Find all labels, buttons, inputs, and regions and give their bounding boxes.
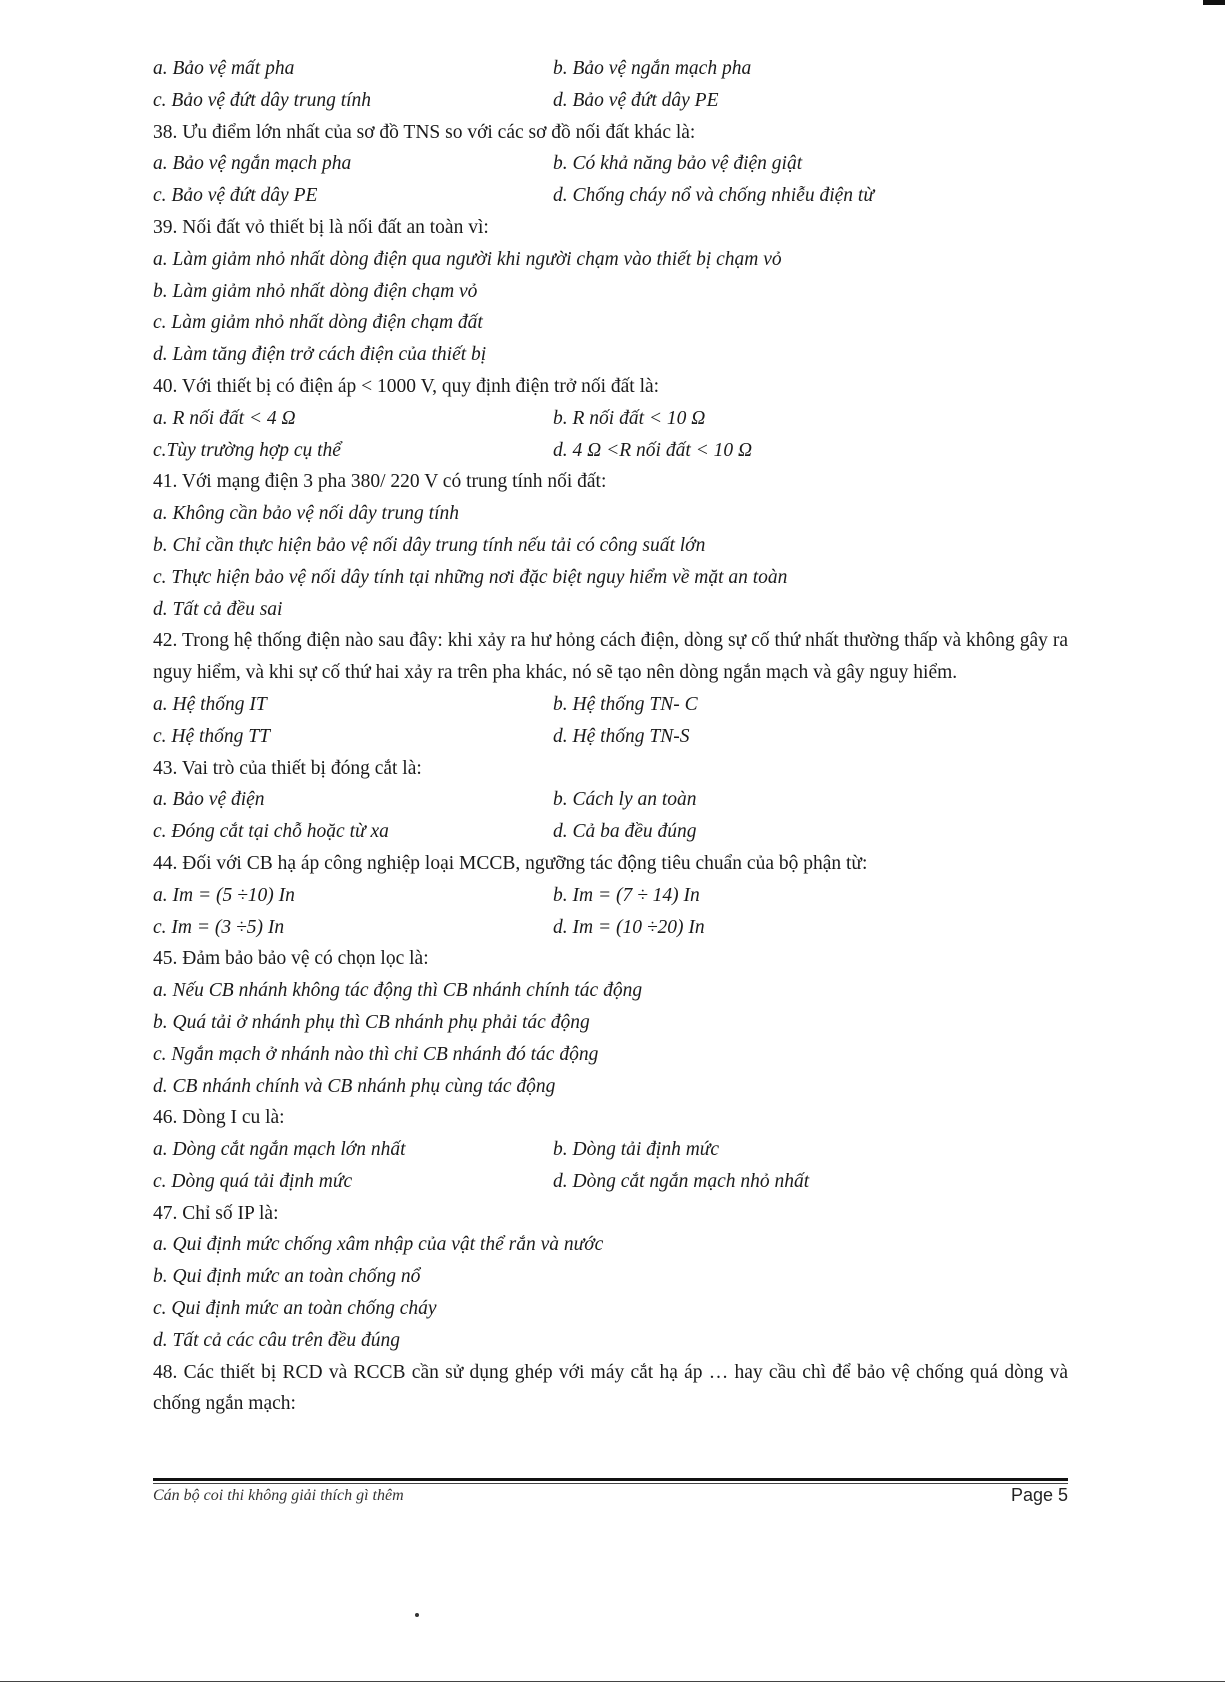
option-right: d. Hệ thống TN-S: [553, 725, 690, 747]
option-row: [153, 816, 1068, 848]
question-stem: 47. Chỉ số IP là:: [153, 1202, 279, 1224]
footer-rule-thin: [153, 1483, 1068, 1484]
option-line: b. Làm giảm nhỏ nhất dòng điện chạm vỏ: [153, 280, 478, 302]
option-line: c. Thực hiện bảo vệ nối dây tính tại những nơi đặc biệt nguy hiểm về mặt an toàn: [153, 566, 788, 588]
option-line: d. Tất cả các câu trên đều đúng: [153, 1329, 400, 1351]
option-row: [153, 784, 1068, 816]
question-stem: 39. Nối đất vỏ thiết bị là nối đất an toàn vì:: [153, 216, 489, 238]
page-number: Page 5: [1010, 1485, 1068, 1505]
option-line: d. CB nhánh chính và CB nhánh phụ cùng tác động: [153, 1075, 556, 1097]
option-row: [153, 180, 1068, 212]
question-stem: 40. Với thiết bị có điện áp < 1000 V, quy định điện trở nối đất là:: [153, 375, 660, 397]
question-42: 42. Trong hệ thống điện nào sau đây: khi xảy ra hư hỏng cách điện, dòng sự cố thứ nhất thường thấp và không gây ra nguy hiểm, và khi sự cố thứ hai xảy ra trên pha khác, nó sẽ tạo nên dòng ngắn mạch và gây nguy hiểm.: [153, 630, 1068, 684]
option-right: d. Bảo vệ đứt dây PE: [553, 89, 719, 111]
option-left: a. Hệ thống IT: [153, 693, 267, 715]
option-line: d. Tất cả đều sai: [153, 598, 283, 620]
option-line: b. Quá tải ở nhánh phụ thì CB nhánh phụ phải tác động: [153, 1011, 590, 1033]
option-row: [153, 403, 1068, 435]
option-row: [153, 689, 1068, 721]
option-right: d. 4 Ω <R nối đất < 10 Ω: [553, 439, 753, 461]
option-right: b. Có khả năng bảo vệ điện giật: [553, 153, 803, 175]
option-left: a. Bảo vệ điện: [153, 789, 265, 811]
scan-speck: [415, 1613, 419, 1617]
question-stem: 46. Dòng I cu là:: [153, 1107, 285, 1129]
option-right: d. Cả ba đều đúng: [553, 821, 697, 843]
question-stem: 45. Đảm bảo bảo vệ có chọn lọc là:: [153, 948, 429, 970]
option-row: [153, 880, 1068, 912]
option-row: [153, 1166, 1068, 1198]
question-48: 48. Các thiết bị RCD và RCCB cần sử dụng ghép với máy cắt hạ áp … hay cầu chì để bảo vệ chống quá dòng và chống ngắn mạch:: [153, 1361, 1068, 1415]
option-line: a. Nếu CB nhánh không tác động thì CB nhánh chính tác động: [153, 980, 643, 1002]
option-row: [153, 148, 1068, 180]
option-row: [153, 435, 1068, 467]
option-right: d. Im = (10 ÷20) In: [553, 916, 705, 938]
option-left: c. Bảo vệ đứt dây trung tính: [153, 89, 372, 111]
option-left: c. Hệ thống TT: [153, 725, 270, 747]
exam-page-body: [153, 53, 1068, 1420]
option-line: c. Làm giảm nhỏ nhất dòng điện chạm đất: [153, 312, 483, 334]
option-line: b. Chỉ cần thực hiện bảo vệ nối dây trung tính nếu tải có công suất lớn: [153, 534, 706, 556]
option-right: b. R nối đất < 10 Ω: [553, 407, 706, 429]
option-row: [153, 53, 1068, 85]
footer-note: Cán bộ coi thi không giải thích gì thêm: [153, 1487, 404, 1504]
option-right: b. Hệ thống TN- C: [553, 693, 698, 715]
question-block-42-43: [153, 689, 1068, 848]
question-stem: 43. Vai trò của thiết bị đóng cắt là:: [153, 757, 422, 779]
scan-bottom-edge: [0, 1681, 1225, 1682]
option-left: c.Tùy trường hợp cụ thể: [153, 439, 341, 461]
option-right: b. Bảo vệ ngắn mạch pha: [553, 58, 752, 79]
option-row: [153, 1134, 1068, 1166]
option-row: [153, 912, 1068, 944]
question-stem: 38. Ưu điểm lớn nhất của sơ đồ TNS so với các sơ đồ nối đất khác là:: [153, 121, 696, 143]
option-left: a. Im = (5 ÷10) In: [153, 884, 295, 906]
question-44: 44. Đối với CB hạ áp công nghiệp loại MCCB, ngưỡng tác động tiêu chuẩn của bộ phận từ:: [153, 852, 868, 874]
option-row: [153, 85, 1068, 117]
option-line: c. Qui định mức an toàn chống cháy: [153, 1298, 437, 1320]
question-block-44-47: [153, 880, 1068, 1357]
option-left: a. Dòng cắt ngắn mạch lớn nhất: [153, 1139, 406, 1161]
option-right: b. Im = (7 ÷ 14) In: [553, 884, 700, 906]
option-row: [153, 721, 1068, 753]
option-line: c. Ngắn mạch ở nhánh nào thì chỉ CB nhánh đó tác động: [153, 1043, 599, 1065]
question-stem: 41. Với mạng điện 3 pha 380/ 220 V có trung tính nối đất:: [153, 471, 607, 493]
scan-edge-mark: [1203, 0, 1225, 5]
option-left: c. Dòng quá tải định mức: [153, 1170, 353, 1192]
option-line: a. Làm giảm nhỏ nhất dòng điện qua người khi người chạm vào thiết bị chạm vỏ: [153, 248, 782, 270]
option-right: b. Cách ly an toàn: [553, 789, 697, 811]
question-block-37-41: [153, 53, 1068, 625]
option-left: a. R nối đất < 4 Ω: [153, 407, 296, 429]
option-left: c. Im = (3 ÷5) In: [153, 916, 285, 938]
option-right: d. Dòng cắt ngắn mạch nhỏ nhất: [553, 1170, 810, 1192]
option-line: d. Làm tăng điện trở cách điện của thiết bị: [153, 344, 487, 366]
option-right: d. Chống cháy nổ và chống nhiễu điện từ: [553, 185, 874, 207]
option-left: a. Bảo vệ ngắn mạch pha: [153, 153, 352, 175]
option-line: b. Qui định mức an toàn chống nổ: [153, 1266, 421, 1288]
option-right: b. Dòng tải định mức: [553, 1139, 720, 1161]
option-line: a. Qui định mức chống xâm nhập của vật thể rắn và nước: [153, 1234, 604, 1256]
footer-rule: [153, 1478, 1068, 1481]
option-left: c. Bảo vệ đứt dây PE: [153, 185, 318, 207]
option-left: c. Đóng cắt tại chỗ hoặc từ xa: [153, 821, 389, 843]
option-left: a. Bảo vệ mất pha: [153, 58, 295, 79]
option-line: a. Không cần bảo vệ nối dây trung tính: [153, 503, 460, 525]
